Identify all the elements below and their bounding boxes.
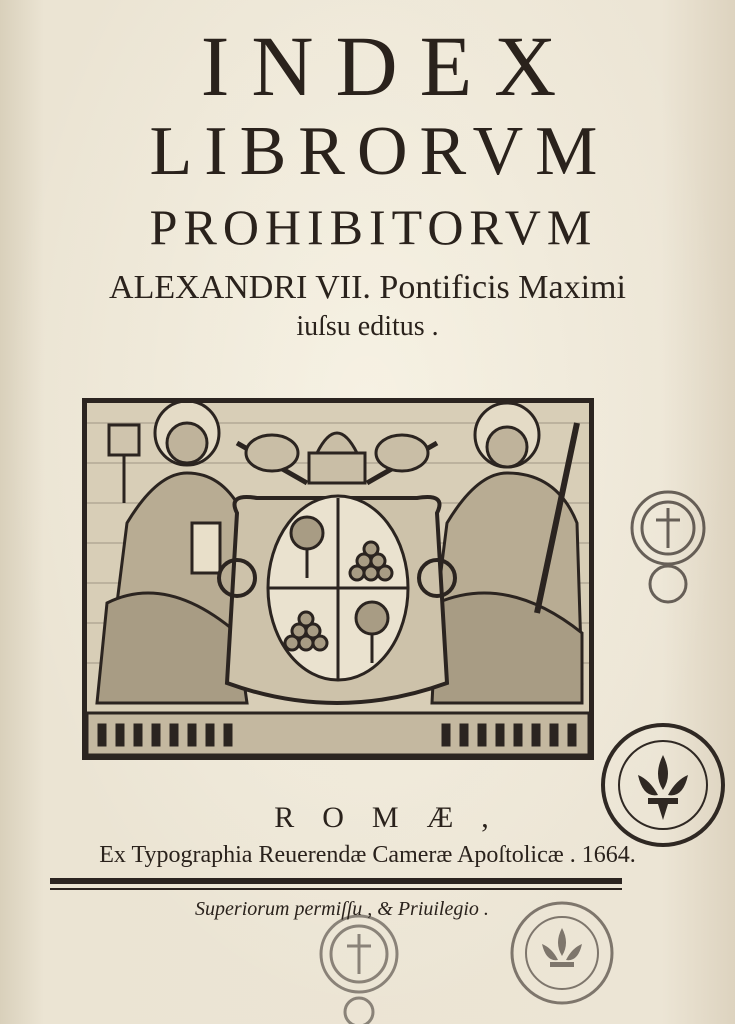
library-stamp-cross-lower-icon: [314, 912, 404, 1024]
title-line-prohibitorum: PROHIBITORVM: [149, 199, 598, 255]
title-line-librorum: LIBRORVM: [149, 113, 610, 190]
imprint-rule: [50, 878, 622, 884]
library-stamp-cross-icon: [626, 488, 710, 608]
title-line-alexandri: ALEXANDRI VII. Pontificis Maximi: [109, 269, 626, 306]
coat-of-arms-woodcut: [82, 398, 594, 760]
imprint-privilege: Superiorum permiſſu , & Priuilegio .: [195, 898, 489, 920]
imprint-printer: Ex Typographia Reuerendæ Cameræ Apoſtolicæ . 1664.: [99, 842, 636, 868]
imprint-place: ROMÆ,: [274, 801, 517, 834]
arcade-base: [87, 713, 589, 755]
woodcut-illustration: [87, 403, 589, 755]
chigi-shield: [268, 496, 408, 680]
title-line-iussu: iuſsu editus .: [296, 311, 439, 342]
title-line-index: INDEX: [200, 18, 579, 114]
imprint-rule-thin: [50, 888, 622, 890]
